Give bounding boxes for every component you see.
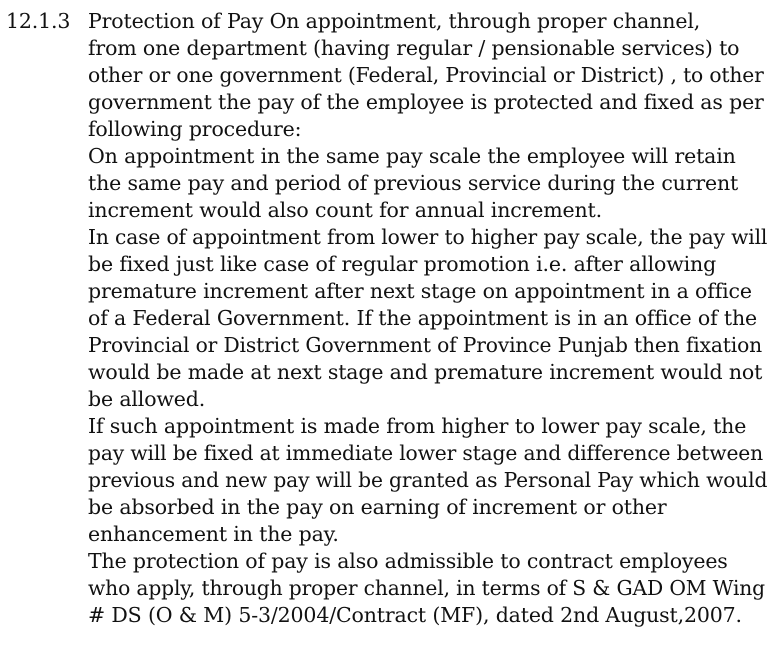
text-line: If such appointment is made from higher to lower pay scale, the [88, 414, 747, 438]
text-line: who apply, through proper channel, in terms of S & GAD OM Wing [88, 576, 765, 600]
text-line: increment would also count for annual increment. [88, 198, 602, 222]
text-line: Provincial or District Government of Province Punjab then fixation [88, 333, 763, 357]
text-line: Protection of Pay On appointment, through proper channel, [88, 9, 701, 33]
text-line: government the pay of the employee is protected and fixed as per [88, 90, 764, 114]
text-line: pay will be fixed at immediate lower stage and difference between [88, 441, 764, 465]
text-line: # DS (O & M) 5-3/2004/Contract (MF), dated 2nd August,2007. [88, 603, 742, 627]
text-line: The protection of pay is also admissible to contract employees [88, 549, 728, 573]
text-line: previous and new pay will be granted as Personal Pay which would [88, 468, 768, 492]
text-line: be absorbed in the pay on earning of increment or other [88, 495, 667, 519]
text-line: be fixed just like case of regular promotion i.e. after allowing [88, 252, 717, 276]
text-line: the same pay and period of previous service during the current [88, 171, 739, 195]
text-line: would be made at next stage and premature increment would not [88, 360, 763, 384]
text-line: On appointment in the same pay scale the employee will retain [88, 144, 736, 168]
text-line: of a Federal Government. If the appointment is in an office of the [88, 306, 758, 330]
text-line: following procedure: [88, 117, 302, 141]
text-line: In case of appointment from lower to higher pay scale, the pay will [88, 225, 768, 249]
text-line: other or one government (Federal, Provincial or District) , to other [88, 63, 764, 87]
text-line: be allowed. [88, 387, 206, 411]
section-number: 12.1.3 [6, 9, 71, 33]
text-line: premature increment after next stage on appointment in a office [88, 279, 752, 303]
text-line: from one department (having regular / pensionable services) to [88, 36, 740, 60]
text-line: enhancement in the pay. [88, 522, 339, 546]
